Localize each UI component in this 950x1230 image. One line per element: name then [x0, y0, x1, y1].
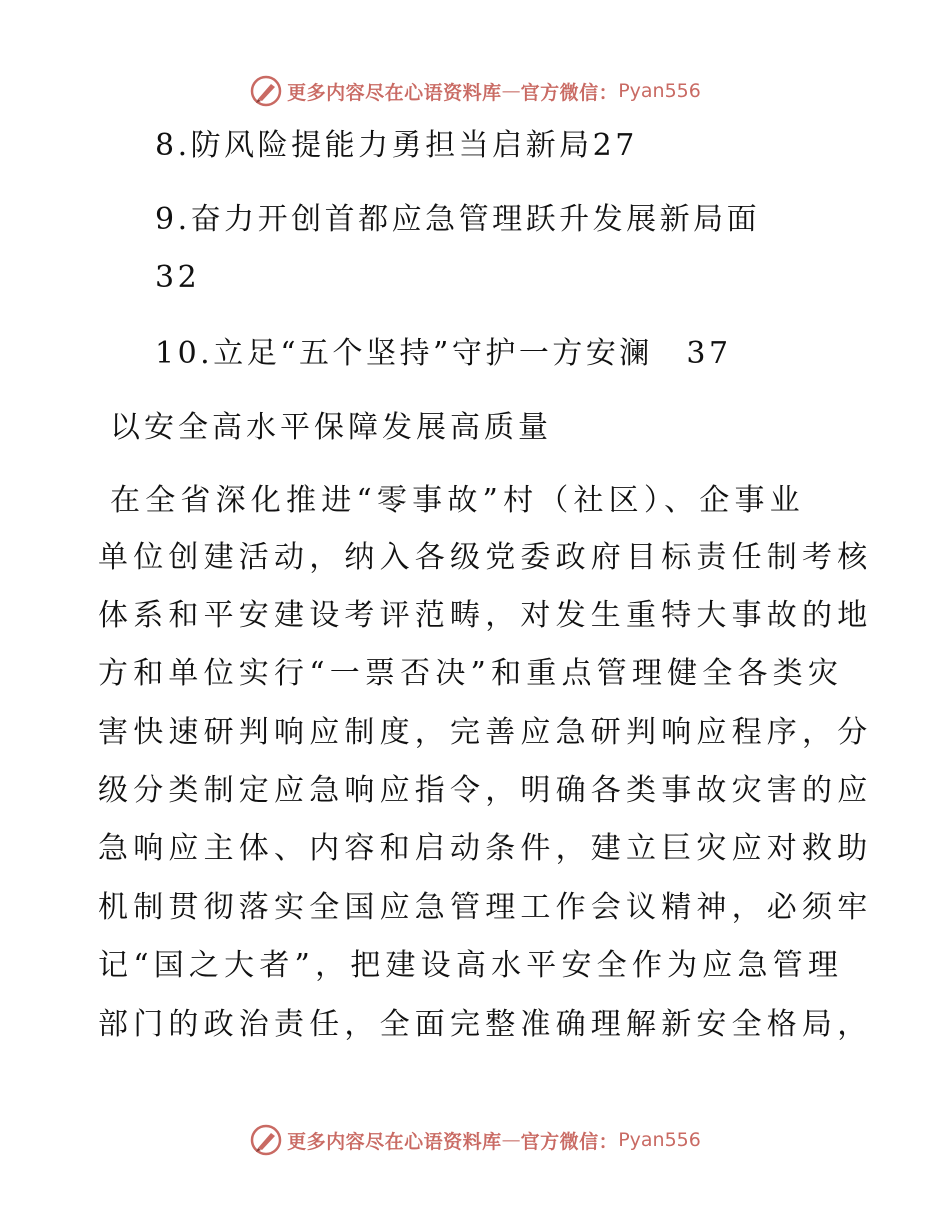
- watermark-label: 官方微信：: [520, 81, 619, 104]
- body-line: 级分类制定应急响应指令，明确各类事故灾害的应: [98, 773, 873, 808]
- body-line: 体系和平安建设考评范畴，对发生重特大事故的地: [98, 598, 873, 633]
- toc-item-10: 10.立足“五个坚持”守护一方安澜 37: [155, 336, 732, 371]
- body-line: 急响应主体、内容和启动条件，建立巨灾应对救助: [98, 831, 873, 866]
- watermark-dash: —: [501, 80, 521, 102]
- pen-logo-icon: [249, 1123, 283, 1157]
- body-line: 部门的政治责任，全面完整准确理解新安全格局，: [98, 1007, 873, 1042]
- body-line: 单位创建活动，纳入各级党委政府目标责任制考核: [98, 540, 873, 575]
- watermark-text: 更多内容尽在心语资料库: [287, 1130, 502, 1153]
- watermark-id: Pyan556: [618, 80, 701, 102]
- body-line: 方和单位实行“一票否决”和重点管理健全各类灾: [98, 656, 844, 691]
- body-line: 害快速研判响应制度，完善应急研判响应程序，分: [98, 715, 873, 750]
- toc-item-8: 8.防风险提能力勇担当启新局27: [155, 128, 638, 163]
- body-line: 机制贯彻落实全国应急管理工作会议精神，必须牢: [98, 890, 873, 925]
- watermark-text: 更多内容尽在心语资料库: [287, 81, 502, 104]
- pen-logo-icon: [249, 74, 283, 108]
- watermark-dash: —: [501, 1129, 521, 1151]
- watermark-footer: [0, 1118, 950, 1162]
- toc-item-9-page: 32: [155, 260, 201, 295]
- body-line: 在全省深化推进“零事故”村（社区）、企事业: [110, 483, 805, 518]
- toc-item-9: 9.奋力开创首都应急管理跃升发展新局面: [155, 202, 761, 237]
- body-line: 记“国之大者”，把建设高水平安全作为应急管理: [98, 948, 844, 983]
- watermark-header: [0, 69, 950, 113]
- watermark-id: Pyan556: [618, 1129, 701, 1151]
- watermark-label: 官方微信：: [520, 1130, 619, 1153]
- section-heading: 以安全高水平保障发展高质量: [110, 410, 552, 445]
